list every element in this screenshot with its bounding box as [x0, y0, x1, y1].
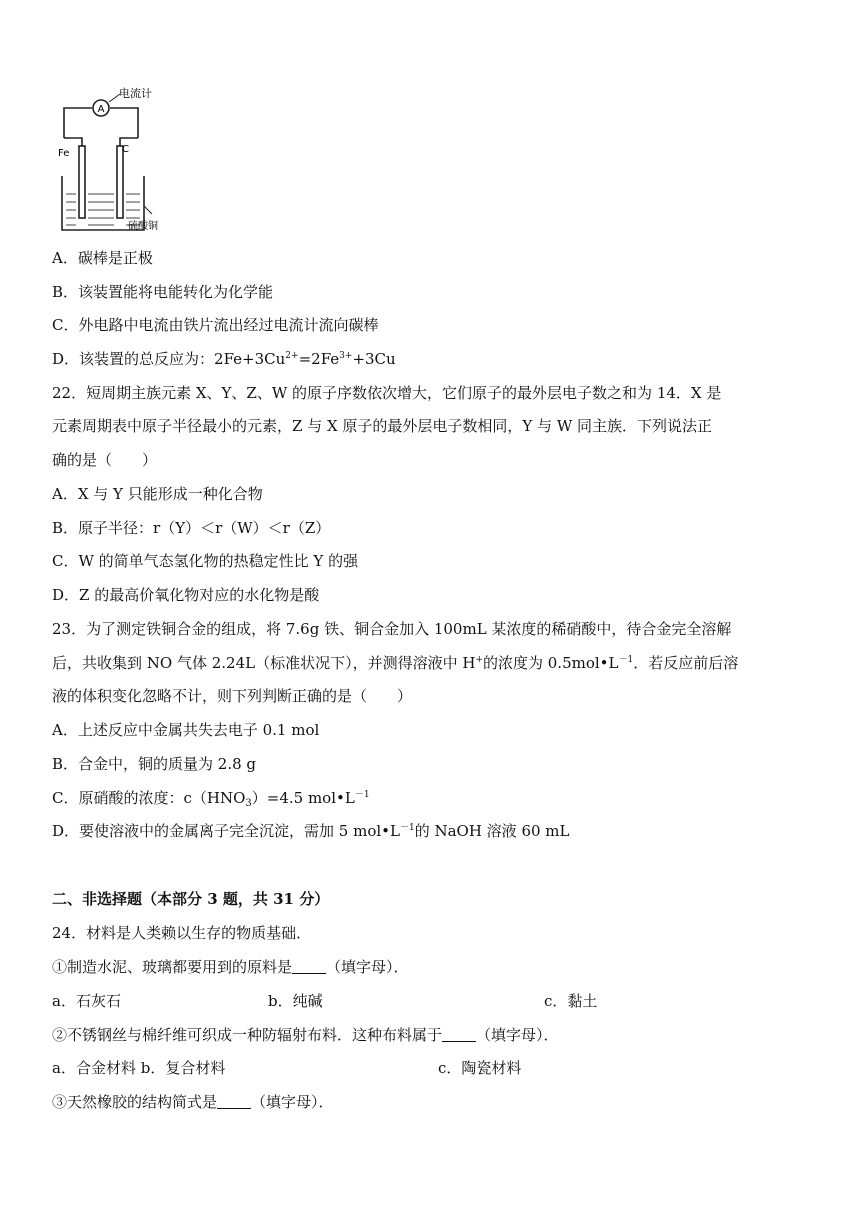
ammeter-label: 电流计	[119, 87, 152, 100]
q24-part3: ③天然橡胶的结构简式是 （填字母）．	[52, 1093, 334, 1111]
q21-option-c: C．外电路中电流由铁片流出经过电流计流向碳棒	[52, 316, 379, 334]
q22-stem-line2: 元素周期表中原子半径最小的元素，Z 与 X 原子的最外层电子数相同，Y 与 W 同主族．下列说法正	[52, 417, 713, 435]
q23-option-c: C．原硝酸的浓度：$c(HNO_3)=4.5$ $mol•L^{-1}$	[52, 789, 370, 809]
fe-electrode-label: Fe	[58, 148, 70, 159]
q23-option-b: B．合金中，铜的质量为 2.8 g	[52, 755, 257, 773]
q24-part2-option-c: c．陶瓷材料	[438, 1059, 522, 1077]
galvanic-cell-diagram	[58, 84, 168, 232]
c-electrode-label: C	[122, 144, 129, 155]
q24-part1-option-a: a．石灰石	[52, 992, 121, 1010]
q22-stem-line3: 确的是（ ）	[52, 451, 158, 469]
q24-stem: 24．材料是人类赖以生存的物质基础．	[52, 924, 312, 942]
q21-option-b: B．该装置能将电能转化为化学能	[52, 283, 274, 301]
answer-blank[interactable]	[217, 1094, 251, 1109]
copper-sulfate-label: 硫酸铜	[128, 221, 158, 232]
q22-option-b: B．原子半径：r（Y）＜r（W）＜r（Z）	[52, 519, 331, 537]
answer-blank[interactable]	[292, 959, 326, 974]
answer-blank[interactable]	[442, 1027, 476, 1042]
q22-stem-line1: 22．短周期主族元素 X、Y、Z、W 的原子序数依次增大，它们原子的最外层电子数之和为 14．X 是	[52, 384, 722, 402]
q23-option-d: D．要使溶液中的金属离子完全沉淀，需加 5 $mol•L^{-1}$的 NaOH 溶液 60 mL	[52, 822, 570, 840]
q21-option-a: A．碳棒是正极	[52, 249, 153, 267]
q21-option-d: D．该装置的总反应为：$2Fe+3Cu^{2+}=2Fe^{3+}+3Cu$	[52, 350, 396, 368]
q23-stem-line2: 后，共收集到 NO 气体 2.24L（标准状况下），并测得溶液中 H+的浓度为 $0.5mol•L^{-1}$．若反应前后溶	[52, 654, 739, 672]
q23-stem-line1: 23．为了测定铁铜合金的组成，将 7.6g 铁、铜合金加入 100mL 某浓度的稀硝酸中，待合金完全溶解	[52, 620, 732, 638]
q23-option-a: A．上述反应中金属共失去电子 0.1 mol	[52, 721, 320, 739]
q24-part1: ①制造水泥、玻璃都要用到的原料是 （填字母）．	[52, 958, 409, 976]
q24-part1-option-c: c．黏土	[544, 992, 598, 1010]
ammeter-symbol: A	[97, 104, 105, 115]
q22-option-a: A．X 与 Y 只能形成一种化合物	[52, 485, 263, 503]
q22-option-c: C．W 的简单气态氢化物的热稳定性比 Y 的强	[52, 552, 359, 570]
q24-part1-option-b: b．纯碱	[268, 992, 323, 1010]
q24-part2: ②不锈钢丝与棉纤维可织成一种防辐射布料．这种布料属于 （填字母）．	[52, 1026, 559, 1044]
section-2-title: 二、非选择题（本部分 3 题，共 31 分）	[52, 890, 330, 908]
q22-option-d: D．Z 的最高价氧化物对应的水化物是酸	[52, 586, 320, 604]
q23-stem-line3: 液的体积变化忽略不计，则下列判断正确的是（ ）	[52, 687, 413, 705]
q24-part2-option-ab: a．合金材料 b．复合材料	[52, 1059, 226, 1077]
